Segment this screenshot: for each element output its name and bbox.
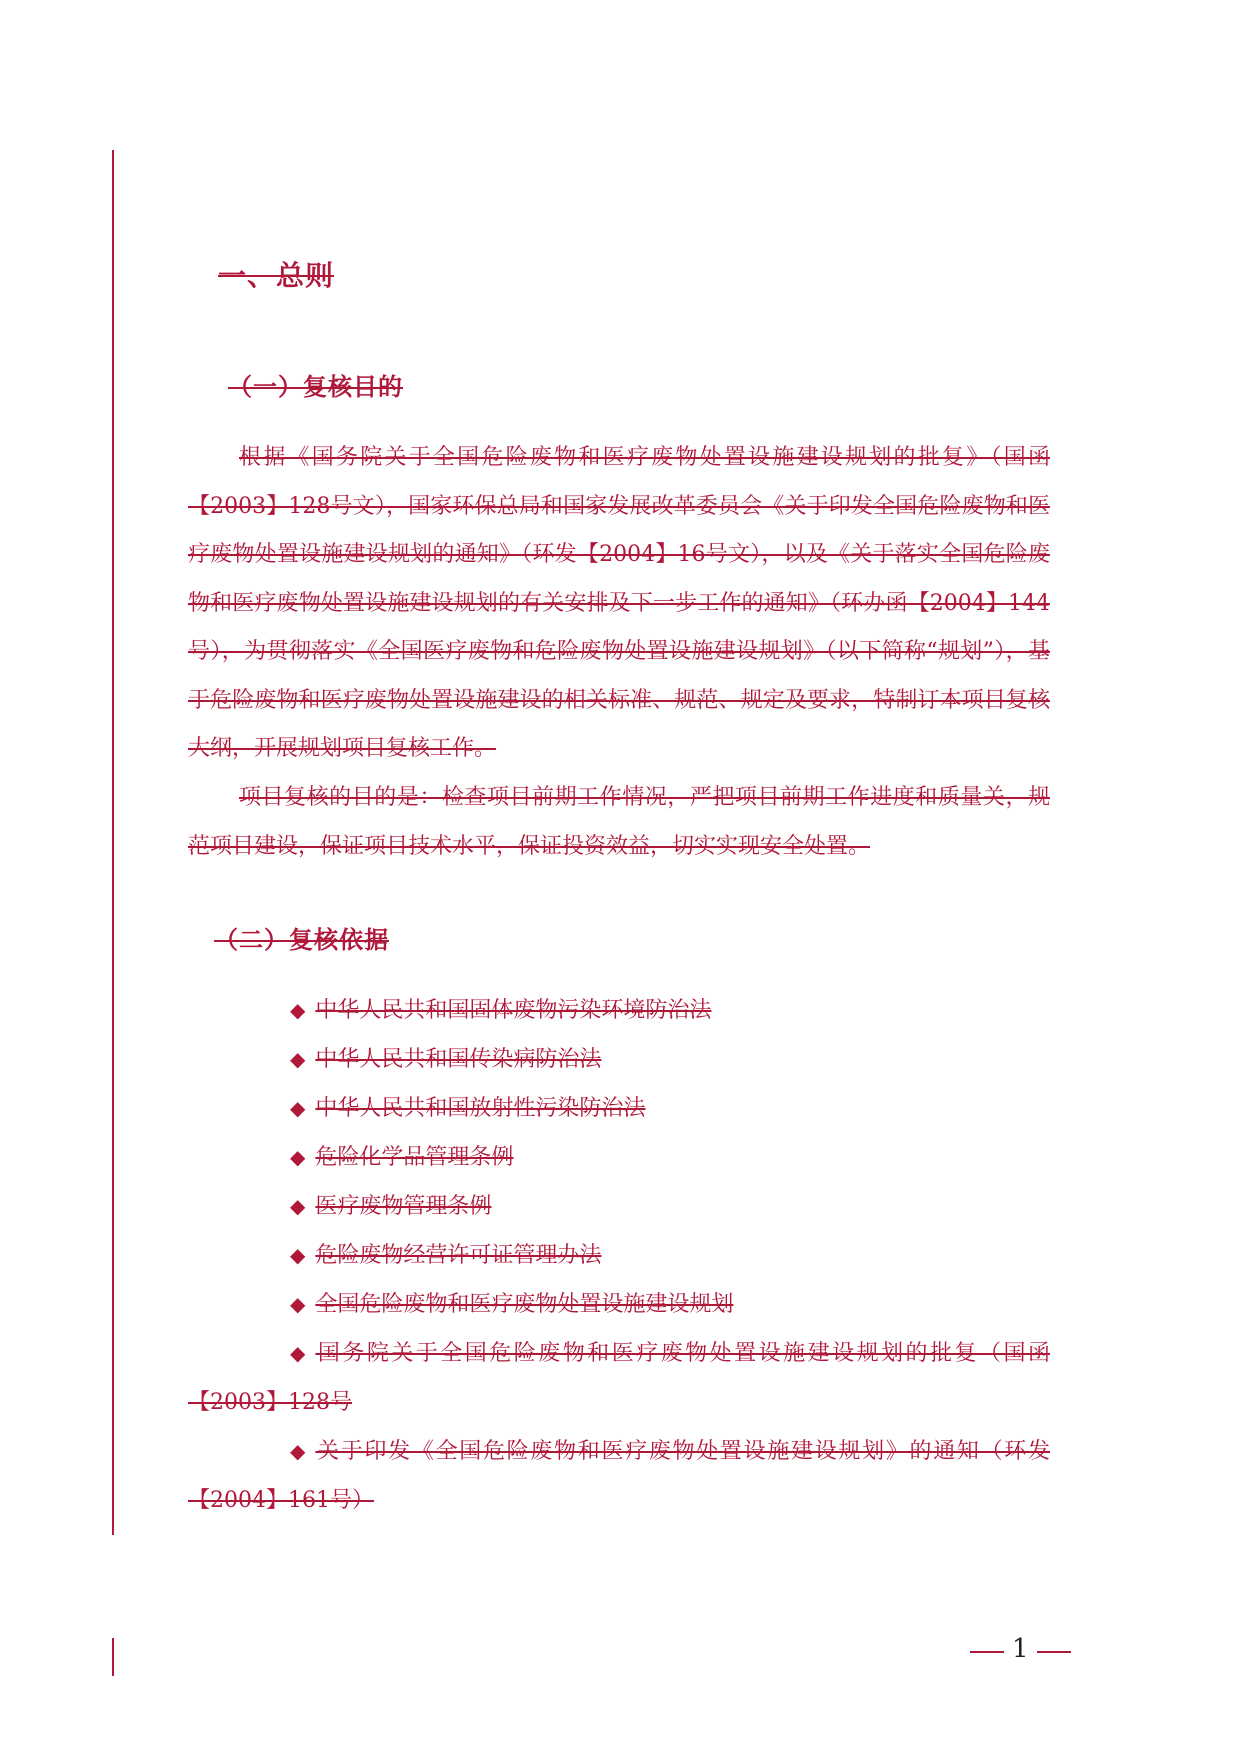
basis-list	[188, 986, 1050, 1525]
list-item: ◆ 危险化学品管理条例	[188, 1133, 1050, 1182]
list-item: ◆ 危险废物经营许可证管理办法	[188, 1231, 1050, 1280]
diamond-bullet-icon: ◆	[290, 1096, 306, 1120]
diamond-bullet-icon: ◆	[290, 1145, 306, 1169]
diamond-bullet-icon: ◆	[290, 1047, 306, 1071]
diamond-bullet-icon: ◆	[290, 1439, 306, 1463]
list-item: ◆ 国务院关于全国危险废物和医疗废物处置设施建设规划的批复（国函【2003】128号	[188, 1329, 1050, 1427]
diamond-bullet-icon: ◆	[290, 1292, 306, 1316]
list-item: ◆ 中华人民共和国固体废物污染环境防治法	[188, 986, 1050, 1035]
page-number-dash-right	[1037, 1651, 1071, 1653]
list-item: ◆ 中华人民共和国传染病防治法	[188, 1035, 1050, 1084]
diamond-bullet-icon: ◆	[290, 1341, 306, 1365]
list-item: ◆ 关于印发《全国危险废物和医疗废物处置设施建设规划》的通知（环发【2004】161号）	[188, 1427, 1050, 1525]
page-number	[970, 1634, 1071, 1664]
diamond-bullet-icon: ◆	[290, 998, 306, 1022]
page-number-dash-left	[970, 1651, 1004, 1653]
section-heading-basis: （二）复核依据	[214, 926, 389, 954]
page-number-value: 1	[1012, 1634, 1029, 1664]
paragraph-purpose: 项目复核的目的是：检查项目前期工作情况，严把项目前期工作进度和质量关，规范项目建设，保证项目技术水平，保证投资效益，切实实现安全处置。	[188, 785, 1050, 859]
chapter-heading: 一、总则	[218, 259, 335, 292]
list-item: ◆ 全国危险废物和医疗废物处置设施建设规划	[188, 1280, 1050, 1329]
diamond-bullet-icon: ◆	[290, 1194, 306, 1218]
section-heading-purpose: （一）复核目的	[228, 373, 403, 401]
diamond-bullet-icon: ◆	[290, 1243, 306, 1267]
paragraph-basis: 根据《国务院关于全国危险废物和医疗废物处置设施建设规划的批复》（国函【2003】128号文），国家环保总局和国家发展改革委员会《关于印发全国危险废物和医疗废物处置设施建设规划的通知》（环发【2004】16号文），以及《关于落实全国危险废物和医疗废物处置设施建设规划的有关安排及下一步工作的通知》（环办函【2004】144号），为贯彻落实《全国医疗废物和危险废物处置设施建设规划》（以下简称“规划”），基于危险废物和医疗废物处置设施建设的相关标准、规范、规定及要求，特制订本项目复核大纲，开展规划项目复核工作。	[188, 445, 1050, 761]
revision-margin-bar	[112, 150, 114, 1535]
list-item: ◆ 医疗废物管理条例	[188, 1182, 1050, 1231]
revision-margin-bar-footer	[112, 1638, 114, 1676]
list-item: ◆ 中华人民共和国放射性污染防治法	[188, 1084, 1050, 1133]
